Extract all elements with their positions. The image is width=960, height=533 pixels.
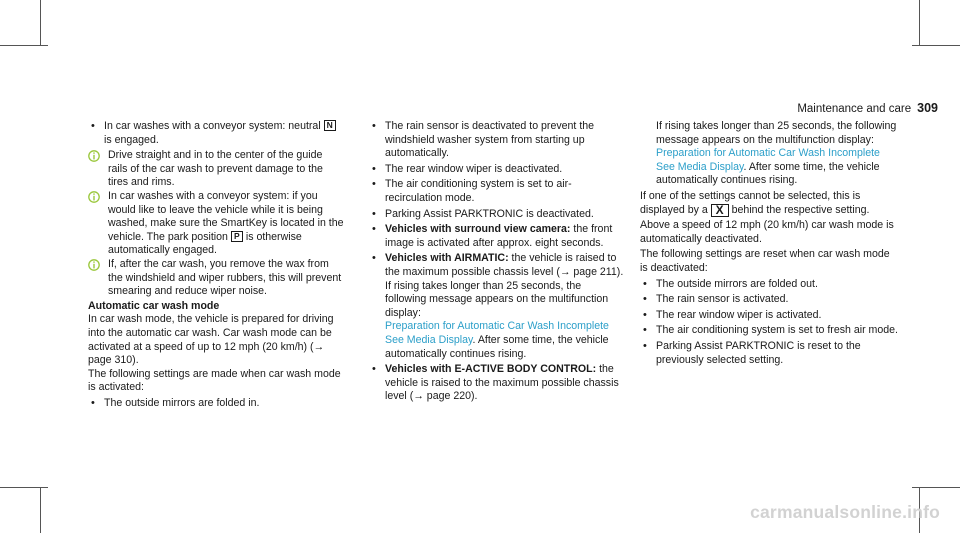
paragraph: If one of the settings cannot be selected, this is displayed by a X behind the respective setting.	[640, 189, 870, 217]
paragraph: If rising takes longer than 25 seconds, the following message appears on the multifunction display:	[656, 120, 897, 146]
crop-mark	[0, 487, 48, 488]
column-2	[369, 120, 625, 404]
display-message-link[interactable]: Preparation for Automatic Car Wash Incomplete See Media Display	[656, 147, 880, 173]
watermark: carmanualsonline.info	[750, 502, 940, 522]
crop-mark	[912, 487, 960, 488]
paragraph: The following settings are reset when car wash mode is deactivated:	[640, 248, 890, 274]
list-item: • The air conditioning system is set to fresh air mode.	[640, 324, 900, 338]
section-heading: Automatic car wash mode	[88, 299, 220, 312]
arrow-icon: →	[413, 390, 424, 403]
info-tip-icon	[88, 150, 100, 162]
column-1	[88, 120, 344, 410]
park-position-icon: P	[231, 231, 243, 242]
list-item: • The rain sensor is deactivated to prevent the windshield washer system from starting up automatically.	[369, 120, 625, 161]
list-item: • The rain sensor is activated.	[640, 293, 900, 307]
crop-mark	[40, 0, 41, 46]
list-item: • The outside mirrors are folded in.	[88, 397, 344, 411]
arrow-icon: →	[559, 265, 571, 278]
paragraph: Preparation for Automatic Car Wash Incomplete See Media Display. After some time, the vehicle automatically continues rising.	[656, 147, 880, 187]
paragraph: Above a speed of 12 mph (20 km/h) car wash mode is automatically deactivated.	[640, 219, 894, 245]
crop-mark	[0, 45, 48, 46]
info-tip-icon	[88, 191, 100, 203]
tip-note: If, after the car wash, you remove the wax from the windshield and wiper rubbers, this will prevent smearing and reduce wiper noise.	[88, 258, 344, 299]
paragraph: In car wash mode, the vehicle is prepared for driving into the automatic car wash. Car wash mode can be activated at a speed of up to 12 mph (20 km/h) (→ page 310).	[88, 313, 334, 367]
list-item: • The outside mirrors are folded out.	[640, 278, 900, 292]
page-header	[797, 101, 938, 115]
list-item: • The rear window wiper is deactivated.	[369, 163, 625, 177]
neutral-gear-icon: N	[324, 120, 336, 131]
page-number: 309	[917, 101, 938, 115]
list-item: • In car washes with a conveyor system: neutral N is engaged.	[88, 120, 344, 147]
crop-mark	[919, 0, 920, 46]
list-item: • The rear window wiper is activated.	[640, 309, 900, 323]
list-item: • Vehicles with surround view camera: the front image is activated after approx. eight seconds.	[369, 223, 625, 250]
list-item: • The air conditioning system is set to air-recirculation mode.	[369, 178, 625, 205]
list-item: • Vehicles with AIRMATIC: the vehicle is raised to the maximum possible chassis level (→ page 211). If rising takes longer than 25 seconds, the following message appears on the multifunction display: Preparation for Automatic Car Wash Incomplete See Media Display. After some time, the vehicle automatically continues rising.	[369, 252, 625, 361]
list-item: • Parking Assist PARKTRONIC is reset to the previously selected setting.	[640, 340, 900, 367]
arrow-icon: →	[313, 340, 325, 353]
display-message-link[interactable]: Preparation for Automatic Car Wash Incomplete See Media Display	[385, 320, 609, 346]
tip-note: Drive straight and in to the center of the guide rails of the car wash to prevent damage to the tires and rims.	[88, 149, 344, 190]
crop-mark	[40, 487, 41, 533]
paragraph: The following settings are made when car wash mode is activated:	[88, 367, 341, 394]
tip-note: In car washes with a conveyor system: if you would like to leave the vehicle while it is being washed, make sure the SmartKey is located in the vehicle. The park position P is otherwise automatically engaged.	[88, 190, 344, 258]
info-tip-icon	[88, 259, 100, 271]
x-mark-icon: X	[711, 204, 729, 217]
section-title: Maintenance and care	[797, 103, 912, 115]
list-item: • Vehicles with E-ACTIVE BODY CONTROL: the vehicle is raised to the maximum possible chassis level (→ page 220).	[369, 363, 625, 404]
column-3	[640, 120, 900, 367]
crop-mark	[912, 45, 960, 46]
list-item: • Parking Assist PARKTRONIC is deactivated.	[369, 208, 625, 222]
